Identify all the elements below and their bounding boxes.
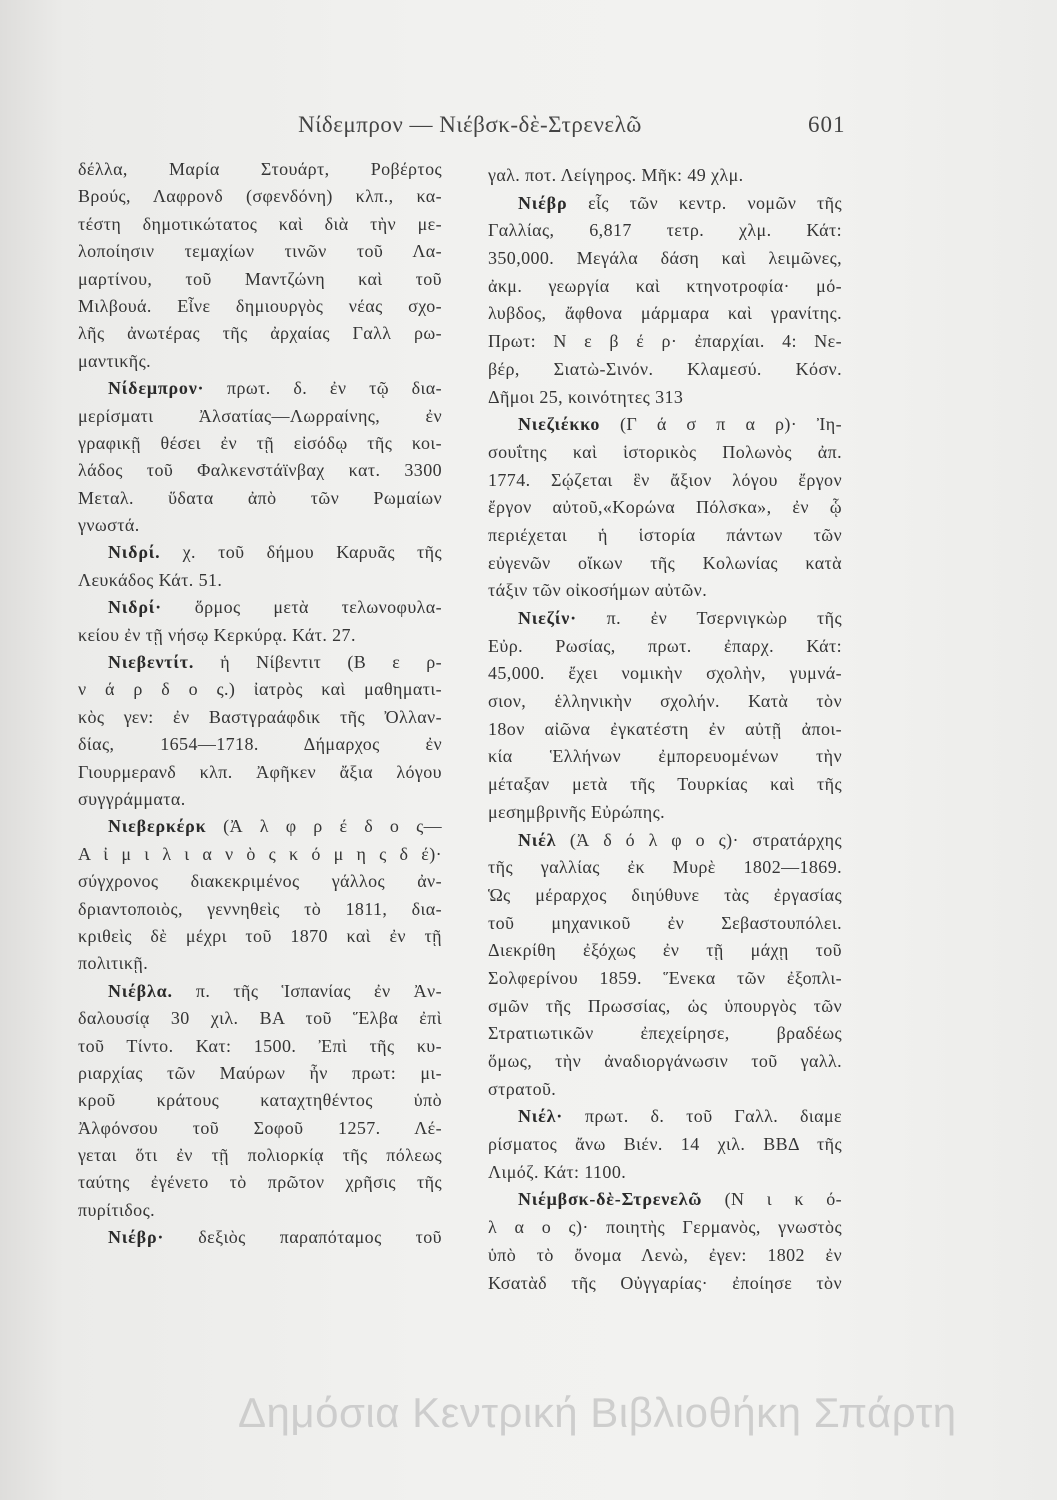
text-line xyxy=(78,896,442,923)
library-watermark: Δημόσια Κεντρική Βιβλιοθήκη Σπάρτη xyxy=(238,1389,957,1436)
line-text: μεσημβρινῆς Εὐρώπης. xyxy=(488,801,666,822)
text-line xyxy=(78,430,442,457)
text-line xyxy=(78,1115,442,1142)
line-text: πρωτ. δ. ἐν τῷ δια- xyxy=(204,378,442,399)
line-text: εὐγενῶν οἴκων τῆς Κολωνίας κατὰ xyxy=(488,552,842,573)
headword: Νιεβεντίτ. xyxy=(108,652,195,673)
line-text: Λιμόζ. Κάτ: 1100. xyxy=(488,1161,627,1182)
headword: Νιέβρ· xyxy=(108,1227,165,1248)
line-text: γαλ. ποτ. Λείγηρος. Μῆκ: 49 χλμ. xyxy=(488,165,744,185)
line-text: δριαντοποιὸς, γεννηθεὶς τὸ 1811, δια- xyxy=(78,898,442,919)
text-line xyxy=(488,162,842,190)
text-line xyxy=(78,1142,442,1169)
text-line xyxy=(78,403,442,430)
line-text: γεται ὅτι ἐν τῇ πολιορκίᾳ τῆς πόλεως xyxy=(78,1145,442,1166)
line-text: ταύτης ἐγένετο τὸ πρῶτον χρῆσις τῆς xyxy=(78,1172,442,1193)
text-line xyxy=(488,1159,842,1187)
text-line xyxy=(488,1020,842,1048)
headword: Νιέβρ xyxy=(518,192,568,213)
text-line xyxy=(78,923,442,950)
text-line xyxy=(488,688,842,716)
entry-first-line xyxy=(488,605,842,633)
line-text: Διεκρίθη ἐξόχως ἐν τῇ μάχῃ τοῦ xyxy=(488,940,842,961)
line-text: πρωτ. δ. τοῦ Γαλλ. διαμε xyxy=(563,1106,842,1127)
text-line xyxy=(488,910,842,938)
line-text: κείου ἐν τῇ νήσῳ Κερκύρᾳ. Κάτ. 27. xyxy=(78,624,356,645)
text-line xyxy=(78,676,442,703)
entry-first-line xyxy=(78,978,442,1005)
line-text: (Ἀ λ φ ρ έ δ ο ς— xyxy=(206,816,442,837)
line-text: λ α ο ς)· ποιητὴς Γερμανὸς, γνωστὸς xyxy=(488,1217,842,1238)
line-text: Σολφερίνου 1859. Ἕνεκα τῶν ἐξοπλι- xyxy=(488,967,842,988)
text-line xyxy=(78,1060,442,1087)
line-text: ὅμως, τὴν ἀναδιοργάνωσιν τοῦ γαλλ. xyxy=(488,1051,842,1071)
line-text: γνωστά. xyxy=(78,515,140,536)
text-line xyxy=(78,1087,442,1114)
left-column xyxy=(78,156,442,1252)
line-text: τοῦ μηχανικοῦ ἐν Σεβαστουπόλει. xyxy=(488,912,842,933)
line-text: ἀκμ. γεωργία καὶ κτηνοτροφία· μό- xyxy=(488,275,842,296)
text-line xyxy=(78,320,442,347)
text-line xyxy=(78,786,442,813)
line-text: 18ον αἰῶνα ἐγκατέστη ἐν αὐτῇ ἀποι- xyxy=(488,718,842,739)
line-text: δεξιὸς παραπόταμος τοῦ xyxy=(164,1227,442,1248)
line-text: ἡ Νίβεντιτ (Β ε ρ- xyxy=(194,652,442,673)
line-text: Ὡς μέραρχος διηύθυνε τὰς ἐργασίας xyxy=(488,884,842,905)
line-text: ρίσματος ἄνω Βιέν. 14 χιλ. ΒΒΔ τῆς xyxy=(488,1134,842,1155)
line-text: ἔργον αὐτοῦ,«Κορώνα Πόλσκα», ἐν ᾧ xyxy=(488,497,842,518)
text-line xyxy=(78,266,442,293)
text-line xyxy=(488,550,842,578)
line-text: τῆς γαλλίας ἐκ Μυρὲ 1802—1869. xyxy=(488,857,842,878)
text-line xyxy=(488,577,842,605)
line-text: Μεταλ. ὕδατα ἀπὸ τῶν Ρωμαίων xyxy=(78,487,442,508)
line-text: μέταξαν μετὰ τῆς Τουρκίας καὶ τῆς xyxy=(488,774,842,795)
line-text: Βρούς, Λαφρονδ (σφενδόνη) κλπ., κα- xyxy=(78,186,442,207)
line-text: χ. τοῦ δήμου Καρυᾶς τῆς xyxy=(160,542,442,563)
text-line xyxy=(78,759,442,786)
text-line xyxy=(488,300,842,328)
text-line xyxy=(488,522,842,550)
text-line xyxy=(488,965,842,993)
text-line xyxy=(488,1242,842,1270)
entry-first-line xyxy=(78,594,442,621)
line-text: κία Ἑλλήνων ἐμπορευομένων τὴν xyxy=(488,746,842,767)
text-line xyxy=(488,1076,842,1104)
right-column xyxy=(488,162,842,1297)
line-text: σουΐτης καὶ ἱστορικὸς Πολωνὸς ἀπ. xyxy=(488,441,842,462)
text-line xyxy=(488,993,842,1021)
line-text: Γιουρμερανδ κλπ. Ἀφῆκεν ἄξια λόγου xyxy=(78,761,442,782)
entry-first-line xyxy=(78,375,442,402)
text-line xyxy=(78,293,442,320)
line-text: σιον, ἑλληνικὴν σχολήν. Κατὰ τὸν xyxy=(488,691,842,712)
text-line xyxy=(488,937,842,965)
line-text: ὅρμος μετὰ τελωνοφυλα- xyxy=(161,597,442,618)
line-text: βέρ, Σιατὼ-Σινόν. Κλαμεσύ. Κόσν. xyxy=(488,358,842,379)
text-line xyxy=(488,356,842,384)
headword: Νιέλ· xyxy=(518,1106,564,1127)
line-text: λάδος τοῦ Φαλκενστάϊνβαχ κατ. 3300 xyxy=(78,460,442,481)
text-line xyxy=(488,633,842,661)
text-line xyxy=(488,384,842,412)
line-text: Εὐρ. Ρωσίας, πρωτ. ἐπαρχ. Κάτ: xyxy=(488,635,842,656)
text-line xyxy=(78,512,442,539)
line-text: στρατοῦ. xyxy=(488,1078,557,1099)
line-text: Πρωτ: Ν ε β έ ρ· ἐπαρχίαι. 4: Νε- xyxy=(488,331,842,352)
line-text: ριαρχίας τῶν Μαύρων ἦν πρωτ: μι- xyxy=(78,1062,442,1083)
line-text: πυρίτιδος. xyxy=(78,1199,156,1220)
text-line xyxy=(78,457,442,484)
line-text: Μιλβουά. Εἶνε δημιουργὸς νέας σχο- xyxy=(78,295,442,316)
text-line xyxy=(488,439,842,467)
headword: Νιεβερκέρκ xyxy=(108,816,207,837)
text-line xyxy=(78,1169,442,1196)
text-line xyxy=(78,211,442,238)
entry-first-line xyxy=(488,411,842,439)
line-text: (Γ ά σ π α ρ)· Ἰη- xyxy=(600,414,842,435)
headword: Νιέμβσκ-δὲ-Στρενελῶ xyxy=(518,1189,703,1210)
text-line xyxy=(78,622,442,649)
line-text: κροῦ κράτους καταχτηθέντος ὑπὸ xyxy=(78,1090,442,1111)
text-line xyxy=(78,950,442,977)
text-line xyxy=(78,238,442,265)
line-text: π. ἐν Τσερνιγκὼρ τῆς xyxy=(576,608,842,628)
headword: Νιεζιέκκο xyxy=(518,414,601,435)
headword: Νιέβλα. xyxy=(108,980,173,1001)
text-line xyxy=(488,771,842,799)
text-line xyxy=(488,882,842,910)
headword: Νίδεμπρον· xyxy=(108,378,205,399)
entry-first-line xyxy=(78,649,442,676)
text-line xyxy=(488,217,842,245)
line-text: εἷς τῶν κεντρ. νομῶν τῆς xyxy=(567,192,842,213)
line-text: Στρατιωτικῶν ἐπεχείρησε, βραδέως xyxy=(488,1023,842,1044)
text-line xyxy=(488,799,842,827)
text-line xyxy=(78,841,442,868)
line-text: κὸς γεν: ἐν Βαστγραάφδικ τῆς Ὀλλαν- xyxy=(78,706,442,727)
text-line xyxy=(78,1033,442,1060)
line-text: περιέχεται ἡ ἱστορία πάντων τῶν xyxy=(488,524,842,545)
line-text: Γαλλίας, 6,817 τετρ. χλμ. Κάτ: xyxy=(488,220,842,241)
line-text: 350,000. Μεγάλα δάση καὶ λειμῶνες, xyxy=(488,248,842,269)
line-text: λῆς ἀνωτέρας τῆς ἀρχαίας Γαλλ ρω- xyxy=(78,323,442,344)
line-text: μαντικῆς. xyxy=(78,350,152,371)
line-text: κριθεὶς δὲ μέχρι τοῦ 1870 καὶ ἐν τῇ xyxy=(78,925,442,946)
text-line xyxy=(488,1048,842,1076)
text-line xyxy=(78,1005,442,1032)
text-line xyxy=(488,1270,842,1298)
line-text: ὑπὸ τὸ ὄνομα Λενὼ, ἐγεν: 1802 ἐν xyxy=(488,1244,842,1265)
line-text: τάξιν τῶν οἰκοσήμων αὐτῶν. xyxy=(488,580,708,601)
line-text: Ἀλφόνσου τοῦ Σοφοῦ 1257. Λέ- xyxy=(78,1117,442,1138)
text-line xyxy=(488,854,842,882)
text-line xyxy=(488,273,842,301)
line-text: πολιτικῇ. xyxy=(78,953,149,974)
text-line xyxy=(78,704,442,731)
line-text: τοῦ Τίντο. Κατ: 1500. Ἐπὶ τῆς κυ- xyxy=(78,1035,442,1056)
headword: Νιδρί· xyxy=(108,597,162,618)
entry-first-line xyxy=(488,827,842,855)
text-line xyxy=(78,567,442,594)
text-line xyxy=(488,328,842,356)
line-text: 45,000. ἔχει νομικὴν σχολὴν, γυμνά- xyxy=(488,663,842,684)
entry-first-line xyxy=(78,813,442,840)
line-text: Κσατὰδ τῆς Οὐγγαρίας· ἐποίησε τὸν xyxy=(488,1272,842,1293)
line-text: (Ἀ δ ό λ φ ο ς)· στρατάρχης xyxy=(556,829,842,850)
line-text: γραφικῇ θέσει ἐν τῇ εἰσόδῳ τῆς κοι- xyxy=(78,432,442,453)
entry-first-line xyxy=(488,190,842,218)
headword: Νιδρί. xyxy=(108,542,161,563)
line-text: μαρτίνου, τοῦ Μαντζώνη καὶ τοῦ xyxy=(78,268,442,289)
line-text: τέστη δημοτικώτατος καὶ διὰ τὴν με- xyxy=(78,213,442,234)
text-line xyxy=(488,660,842,688)
headword: Νιέλ xyxy=(518,829,557,850)
line-text: Λευκάδος Κάτ. 51. xyxy=(78,569,223,590)
text-line xyxy=(78,731,442,758)
line-text: λυβδος, ἄφθονα μάρμαρα καὶ γρανίτης. xyxy=(488,303,842,324)
text-line xyxy=(78,156,442,183)
text-line xyxy=(78,348,442,375)
line-text: ν ά ρ δ ο ς.) ἰατρὸς καὶ μαθηματι- xyxy=(78,679,442,700)
text-line xyxy=(488,1131,842,1159)
text-line xyxy=(78,485,442,512)
running-head-title: Νίδεμπρον — Νιέβσκ-δὲ-Στρενελῶ xyxy=(298,112,642,137)
text-line xyxy=(78,1197,442,1224)
line-text: Α ἰ μ ι λ ι α ν ὸ ς κ ό μ η ς δ έ)· xyxy=(78,843,442,864)
line-text: Δῆμοι 25, κοινότητες 313 xyxy=(488,386,684,407)
line-text: σύγχρονος διακεκριμένος γάλλος ἀν- xyxy=(78,871,442,892)
text-line xyxy=(488,245,842,273)
text-line xyxy=(488,716,842,744)
line-text: (Ν ι κ ό- xyxy=(702,1189,842,1210)
line-text: δίας, 1654—1718. Δήμαρχος ἐν xyxy=(78,734,442,755)
line-text: δαλουσίᾳ 30 χιλ. ΒΑ τοῦ Ἕλβα ἐπὶ xyxy=(78,1008,442,1029)
line-text: λοποίησιν τεμαχίων τινῶν τοῦ Λα- xyxy=(78,241,442,262)
text-line xyxy=(488,1214,842,1242)
line-text: 1774. Σῴζεται ἓν ἄξιον λόγου ἔργον xyxy=(488,469,842,490)
text-line xyxy=(488,494,842,522)
line-text: σμῶν τῆς Πρωσσίας, ὡς ὑπουργὸς τῶν xyxy=(488,995,842,1016)
headword: Νιεζίν· xyxy=(518,608,577,628)
line-text: συγγράμματα. xyxy=(78,788,186,809)
page-number: 601 xyxy=(808,112,846,137)
entry-first-line xyxy=(488,1103,842,1131)
entry-first-line xyxy=(78,539,442,566)
line-text: δέλλα, Μαρία Στουάρτ, Ροβέρτος xyxy=(78,159,442,179)
text-line xyxy=(488,743,842,771)
entry-first-line xyxy=(488,1186,842,1214)
line-text: π. τῆς Ἱσπανίας ἐν Ἀν- xyxy=(172,980,442,1001)
line-text: μερίσματι Ἀλσατίας—Λωρραίνης, ἐν xyxy=(78,405,442,426)
text-line xyxy=(78,183,442,210)
text-line xyxy=(488,467,842,495)
entry-first-line xyxy=(78,1224,442,1251)
text-line xyxy=(78,868,442,895)
